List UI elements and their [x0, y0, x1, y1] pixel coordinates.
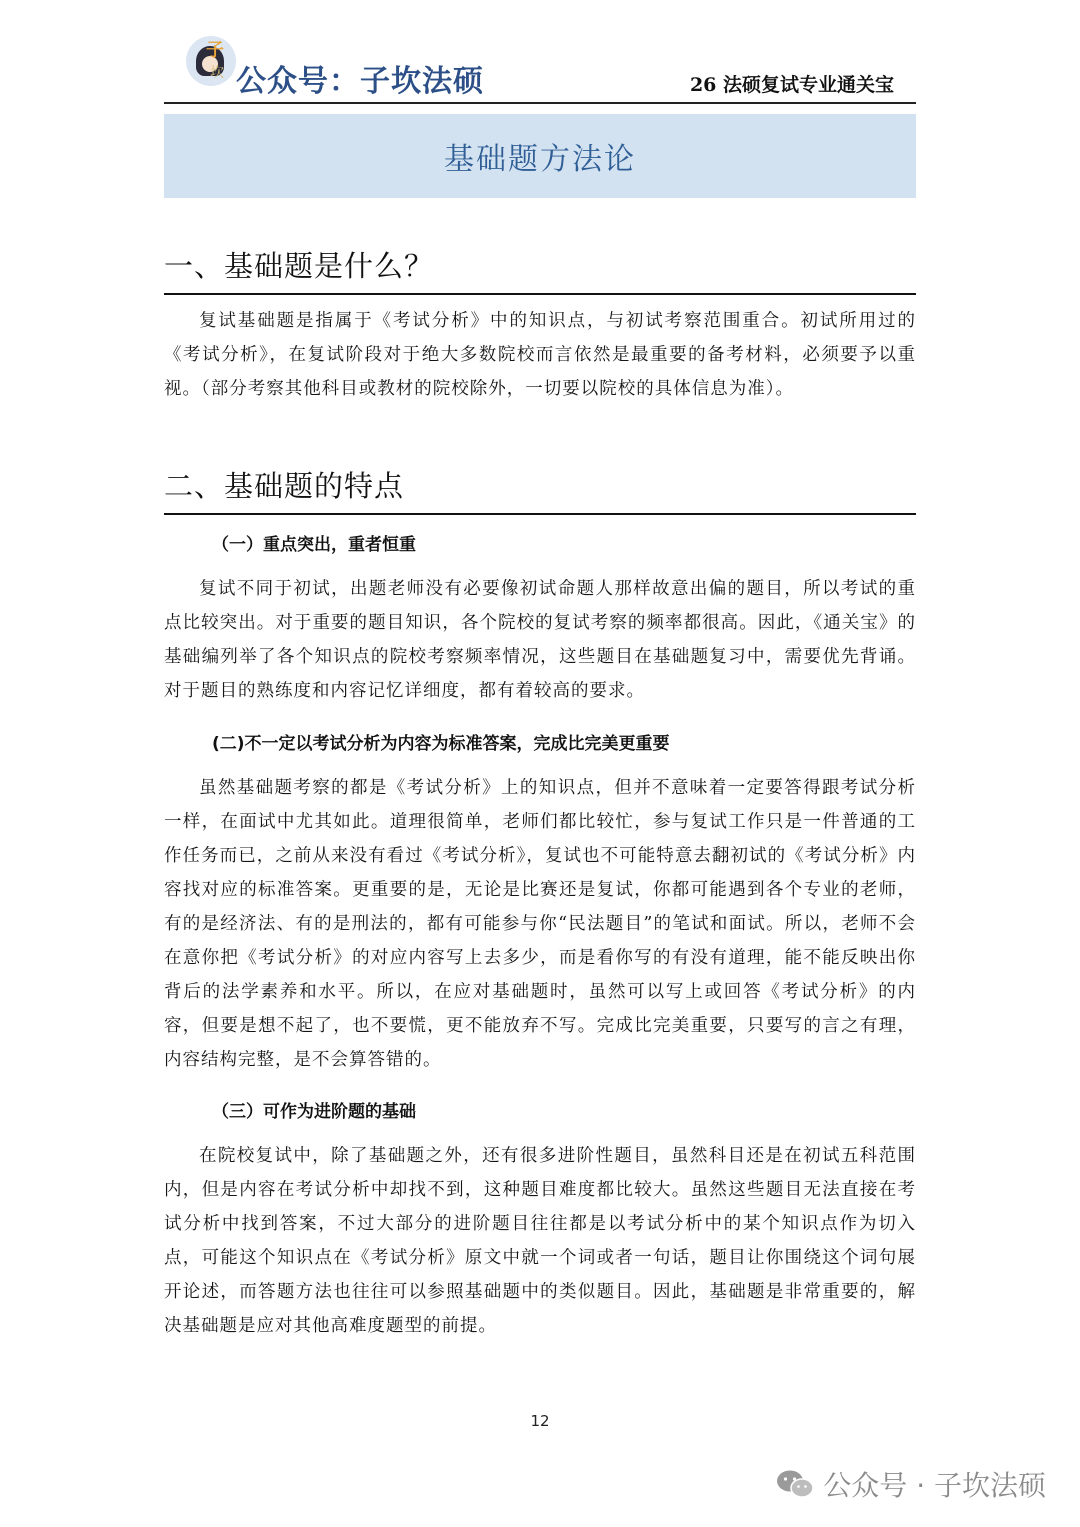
subsection-1-paragraph: 复试不同于初试，出题老师没有必要像初试命题人那样故意出偏的题目，所以考试的重点比较突出。对于重要的题目知识，各个院校的复试考察的频率都很高。因此，《通关宝》的基础编列举了各个知识点的院校考察频率情况，这些题目在基础题复习中，需要优先背诵。对于题目的熟练度和内容记忆详细度，都有着较高的要求。 [164, 579, 916, 701]
section-heading-1: 一、基础题是什么？ [164, 244, 916, 295]
watermark-text: 公众号 · 子坎法硕 [823, 1469, 1046, 1502]
wechat-icon [775, 1468, 815, 1500]
subsection-3-paragraph: 在院校复试中，除了基础题之外，还有很多进阶性题目，虽然科目还是在初试五科范围内，但是内容在考试分析中却找不到，这种题目难度都比较大。虽然这些题目无法直接在考试分析中找到答案，不过大部分的进阶题目往往都是以考试分析中的某个知识点作为切入点，可能这个知识点在《考试分析》原文中就一个词或者一句话，题目让你围绕这个词句展开论述，而答题方法也往往可以参照基础题中的类似题目。因此，基础题是非常重要的，解决基础题是应对其他高难度题型的前提。 [164, 1146, 916, 1336]
subsection-heading-2: (二)不一定以考试分析为内容为标准答案，完成比完美更重要 [212, 734, 670, 754]
avatar-char-2: 坎 [210, 65, 224, 81]
watermark [775, 1462, 1046, 1506]
subsection-2-paragraph: 虽然基础题考察的都是《考试分析》上的知识点，但并不意味着一定要答得跟考试分析一样，在面试中尤其如此。道理很简单，老师们都比较忙，参与复试工作只是一件普通的工作任务而已，之前从来没有看过《考试分析》，复试也不可能特意去翻初试的《考试分析》内容找对应的标准答案。更重要的是，无论是比赛还是复试，你都可能遇到各个专业的老师，有的是经济法、有的是刑法的，都有可能参与你“民法题目”的笔试和面试。所以，老师不会在意你把《考试分析》的对应内容写上去多少，而是看你写的有没有道理，能不能反映出你背后的法学素养和水平。所以，在应对基础题时，虽然可以写上或回答《考试分析》的内容，但要是想不起了，也不要慌，更不能放弃不写。完成比完美重要，只要写的言之有理，内容结构完整，是不会算答错的。 [164, 778, 916, 1070]
section-heading-2: 二、基础题的特点 [164, 464, 916, 515]
subsection-heading-1: （一）重点突出，重者恒重 [212, 535, 416, 555]
title-banner [164, 114, 916, 198]
section-1-paragraph: 复试基础题是指属于《考试分析》中的知识点，与初试考察范围重合。初试所用过的《考试分析》，在复试阶段对于绝大多数院校而言依然是最重要的备考材料，必须要予以重视。（部分考察其他科目或教材的院校除外，一切要以院校的具体信息为准）。 [164, 311, 916, 399]
logo-avatar [186, 36, 236, 86]
logo-text: 公众号：子坎法硕 [236, 64, 484, 99]
page-number: 12 [530, 1412, 550, 1430]
subsection-heading-3: （三）可作为进阶题的基础 [212, 1102, 416, 1122]
page-title: 基础题方法论 [444, 142, 636, 177]
avatar-char-1: 子 [206, 40, 224, 61]
page-header [164, 30, 916, 104]
header-book-title: 26 法硕复试专业通关宝 [689, 74, 894, 96]
